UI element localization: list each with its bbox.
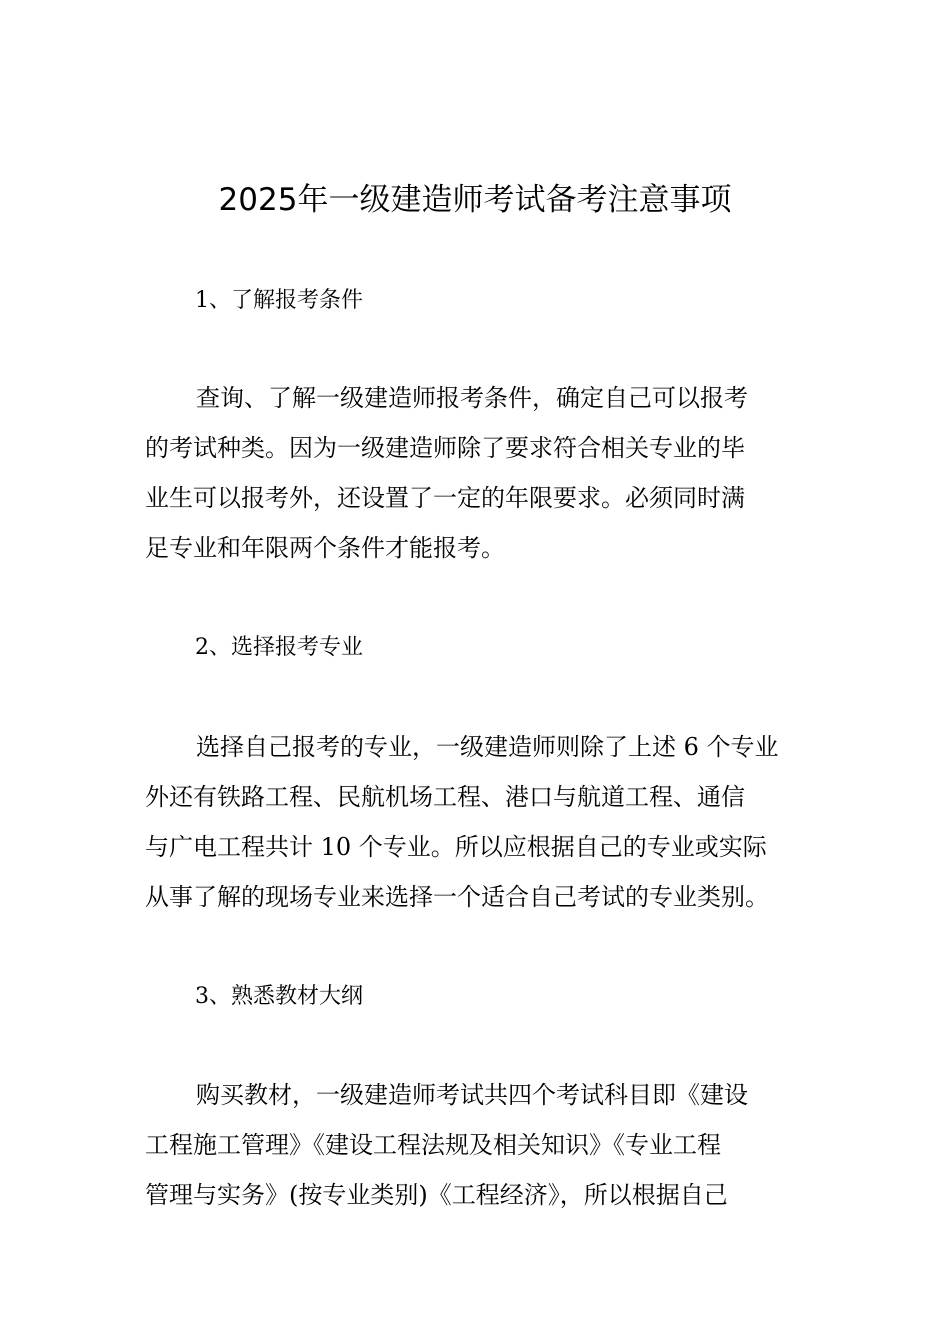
- section-heading-2: 2、选择报考专业: [195, 635, 363, 660]
- paragraph-line: 外还有铁路工程、民航机场工程、港口与航道工程、通信: [145, 783, 745, 811]
- paragraph-line: 管理与实务》(按专业类别)《工程经济》，所以根据自己: [145, 1181, 728, 1209]
- section-paragraph-3: [145, 1070, 810, 1220]
- paragraph-line: 与广电工程共计 10 个专业。所以应根据自己的专业或实际: [145, 833, 767, 861]
- paragraph-line: 查询、了解一级建造师报考条件，确定自己可以报考: [196, 384, 748, 412]
- paragraph-line: 工程施工管理》《建设工程法规及相关知识》《专业工程: [145, 1131, 721, 1159]
- paragraph-line: 购买教材，一级建造师考试共四个考试科目即《建设: [196, 1081, 748, 1109]
- paragraph-line: 选择自己报考的专业，一级建造师则除了上述 6 个专业: [196, 733, 779, 761]
- section-paragraph-2: [145, 722, 810, 922]
- section-heading-3: 3、熟悉教材大纲: [195, 984, 363, 1009]
- section-paragraph-1: [145, 373, 810, 573]
- paragraph-line: 足专业和年限两个条件才能报考。: [145, 534, 505, 562]
- paragraph-line: 从事了解的现场专业来选择一个适合自己考试的专业类别。: [145, 883, 769, 911]
- section-heading-1: 1、了解报考条件: [195, 288, 363, 313]
- document-title: 2025年一级建造师考试备考注意事项: [218, 182, 732, 218]
- paragraph-line: 的考试种类。因为一级建造师除了要求符合相关专业的毕: [145, 434, 745, 462]
- paragraph-line: 业生可以报考外，还设置了一定的年限要求。必须同时满: [145, 484, 745, 512]
